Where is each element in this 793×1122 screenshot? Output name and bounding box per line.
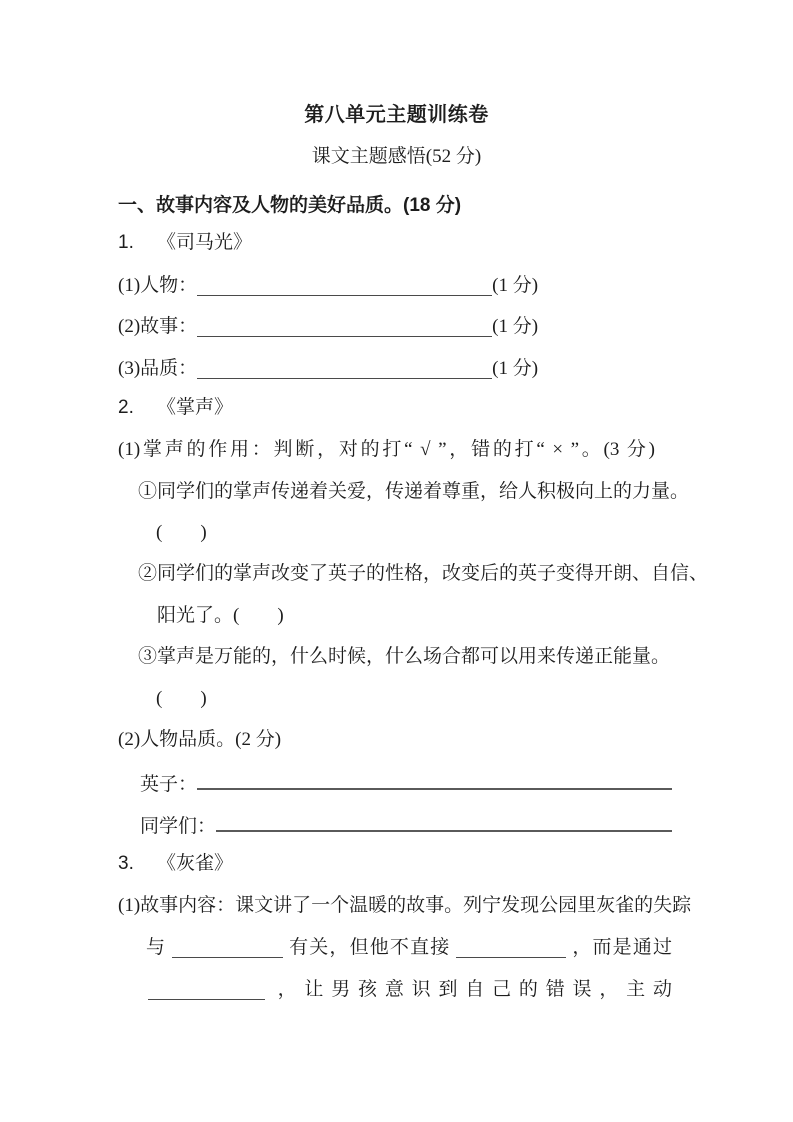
- q1-row-quality-score: (1 分): [492, 358, 539, 379]
- q2-part2-instruction: (2)人物品质。(2 分): [118, 729, 282, 750]
- answer-blank-line: [456, 937, 566, 958]
- question-3-number: 3.: [118, 853, 134, 874]
- question-1-number: 1.: [118, 232, 134, 253]
- q1-row-story-score: (1 分): [492, 316, 539, 337]
- answer-blank-line: [197, 275, 492, 296]
- q2-judgment-2-tail: 阳光了。: [157, 605, 234, 626]
- q2-judgment-2-text-line1: ②同学们的掌声改变了英子的性格，改变后的英子变得开朗、自信、: [138, 563, 709, 584]
- question-2-number: 2.: [118, 397, 134, 418]
- answer-blank-line: [197, 358, 492, 379]
- question-3-book-title: 《灰雀》: [157, 853, 234, 874]
- q3-story-line3-rest: ，让男孩意识到自己的错误，主动: [277, 979, 672, 1000]
- question-3-header: [118, 851, 233, 877]
- q2-judgment-3-text: ③掌声是万能的，什么时候，什么场合都可以用来传递正能量。: [138, 646, 671, 667]
- q2-judgment-1-answer-box: ( ): [156, 522, 207, 543]
- q1-row-character: [118, 273, 538, 299]
- q2-fill-yingzi: [140, 768, 672, 798]
- answer-blank-line: [216, 810, 672, 832]
- q2-judgment-2-text-line2: [157, 603, 284, 629]
- question-2-header: [118, 395, 233, 421]
- q3-story-line1: (1)故事内容：课文讲了一个温暖的故事。列宁发现公园里灰雀的失踪: [118, 895, 692, 916]
- q3-story-line3: [148, 977, 672, 1003]
- q1-row-character-score: (1 分): [492, 275, 539, 296]
- q3-story-line2-mid: 有关，但他不直接: [289, 937, 451, 958]
- question-1-book-title: 《司马光》: [157, 232, 253, 253]
- q1-row-quality-label: (3)品质：: [118, 358, 198, 379]
- q1-row-story-label: (2)故事：: [118, 316, 198, 337]
- answer-blank-line: [197, 768, 672, 790]
- question-2-book-title: 《掌声》: [157, 397, 234, 418]
- q3-story-line2: [146, 935, 672, 961]
- q2-judgment-3-answer-box: ( ): [156, 688, 207, 709]
- answer-blank-line: [172, 937, 283, 958]
- answer-blank-line: [148, 979, 265, 1000]
- q2-fill-yingzi-label: 英子：: [140, 774, 198, 795]
- section-heading: 一、故事内容及人物的美好品质。(18 分): [118, 195, 462, 216]
- q2-judgment-2-answer-box: ( ): [233, 605, 284, 626]
- q3-story-line2-pre: 与: [146, 937, 167, 958]
- question-1-header: [118, 230, 252, 256]
- q2-fill-classmates-label: 同学们：: [140, 816, 217, 837]
- doc-title: 第八单元主题训练卷: [304, 104, 489, 126]
- q1-row-story: [118, 314, 538, 340]
- doc-subtitle: 课文主题感悟(52 分): [311, 146, 482, 167]
- q1-row-character-label: (1)人物：: [118, 275, 198, 296]
- q2-judgment-1-text: ①同学们的掌声传递着关爱，传递着尊重，给人积极向上的力量。: [138, 481, 690, 502]
- q1-row-quality: [118, 356, 538, 382]
- q2-fill-classmates: [140, 810, 672, 840]
- q2-part1-instruction: (1)掌声的作用：判断，对的打“ √ ”，错的打“ × ”。(3 分): [118, 439, 655, 460]
- q3-story-line2-end: ，而是通过: [572, 937, 673, 958]
- answer-blank-line: [197, 316, 492, 337]
